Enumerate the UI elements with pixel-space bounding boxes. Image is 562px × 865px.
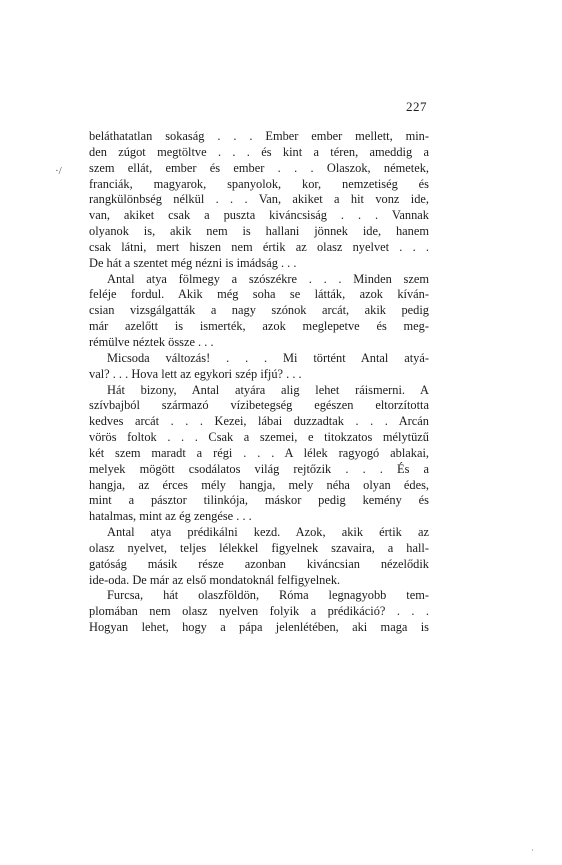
text-line: csak látni, mert hiszen nem értik az olasz nyelvet . . . [89, 239, 429, 254]
text-line: két szem maradt a régi . . . A lélek ragyogó ablakai, [89, 445, 429, 460]
text-line: franciák, magyarok, spanyolok, kor, nemzetiség és [89, 176, 429, 191]
text-line: gatóság másik része azonban kiváncsian nézelődik [89, 556, 429, 571]
body-text [89, 129, 429, 636]
text-line: Hát bizony, Antal atyára alig lehet ráismerni. A [107, 382, 429, 397]
text-line: Hogyan lehet, hogy a pápa jelenlétében, aki maga is [89, 620, 429, 635]
text-line: van, akiket csak a puszta kiváncsiság . . . Vannak [89, 208, 429, 223]
text-line: vörös foltok . . . Csak a szemei, e titokzatos mélytüzű [89, 430, 429, 445]
text-line: csian vizsgálgatták a nagy szónok arcát, akik pedig [89, 303, 429, 318]
text-line: olyanok is, akik nem is hallani jönnek ide, hanem [89, 224, 429, 239]
text-line: szem ellát, ember és ember . . . Olaszok, németek, [89, 160, 429, 175]
text-line: plomában nem olasz nyelven folyik a prédikáció? . . . [89, 604, 429, 619]
corner-mark: · [531, 845, 534, 855]
text-line: den zúgot megtöltve . . . és kint a téren, ameddig a [89, 144, 429, 159]
text-line: melyek mögött csodálatos világ rejtőzik . . . És a [89, 461, 429, 476]
page-number: 227 [406, 99, 427, 114]
text-line: rangkülönbség nélkül . . . Van, akiket a hit vonz ide, [89, 192, 429, 207]
text-line: kedves arcát . . . Kezei, lábai duzzadtak . . . Arcán [89, 414, 429, 429]
text-line: szívbajból származó vízibetegség egészen eltorzította [89, 398, 429, 413]
text-line: Furcsa, hát olaszföldön, Róma legnagyobb tem- [107, 588, 429, 603]
text-line: Antal atya fölmegy a szószékre . . . Minden szem [107, 271, 429, 286]
text-line: hangja, az érces mély hangja, mely néha olyan édes, [89, 477, 429, 492]
text-line: Antal atya prédikálni kezd. Azok, akik értik az [107, 525, 429, 540]
text-line: val? . . . Hova lett az egykori szép ifjú? . . . [89, 366, 302, 381]
text-line: De hát a szentet még nézni is imádság . . . [89, 255, 297, 270]
text-line: rémülve néztek össze . . . [89, 334, 214, 349]
text-line: feléje fordul. Akik még soha se látták, azok kíván- [89, 287, 429, 302]
margin-mark: ·/ [55, 165, 62, 177]
text-line: ide-oda. De már az első mondatoknál felfigyelnek. [89, 572, 341, 587]
text-line: hatalmas, mint az ég zengése . . . [89, 509, 252, 524]
text-line: már azelőtt is ismerték, azok meglepetve és meg- [89, 319, 429, 334]
text-line: Micsoda változás! . . . Mi történt Antal atyá- [107, 350, 429, 365]
text-line: beláthatatlan sokaság . . . Ember ember mellett, min- [89, 129, 429, 143]
text-line: olasz nyelvet, teljes lélekkel figyelnek szavaira, a hall- [89, 540, 429, 555]
text-line: mint a pásztor tilinkója, máskor pedig kemény és [89, 493, 429, 508]
